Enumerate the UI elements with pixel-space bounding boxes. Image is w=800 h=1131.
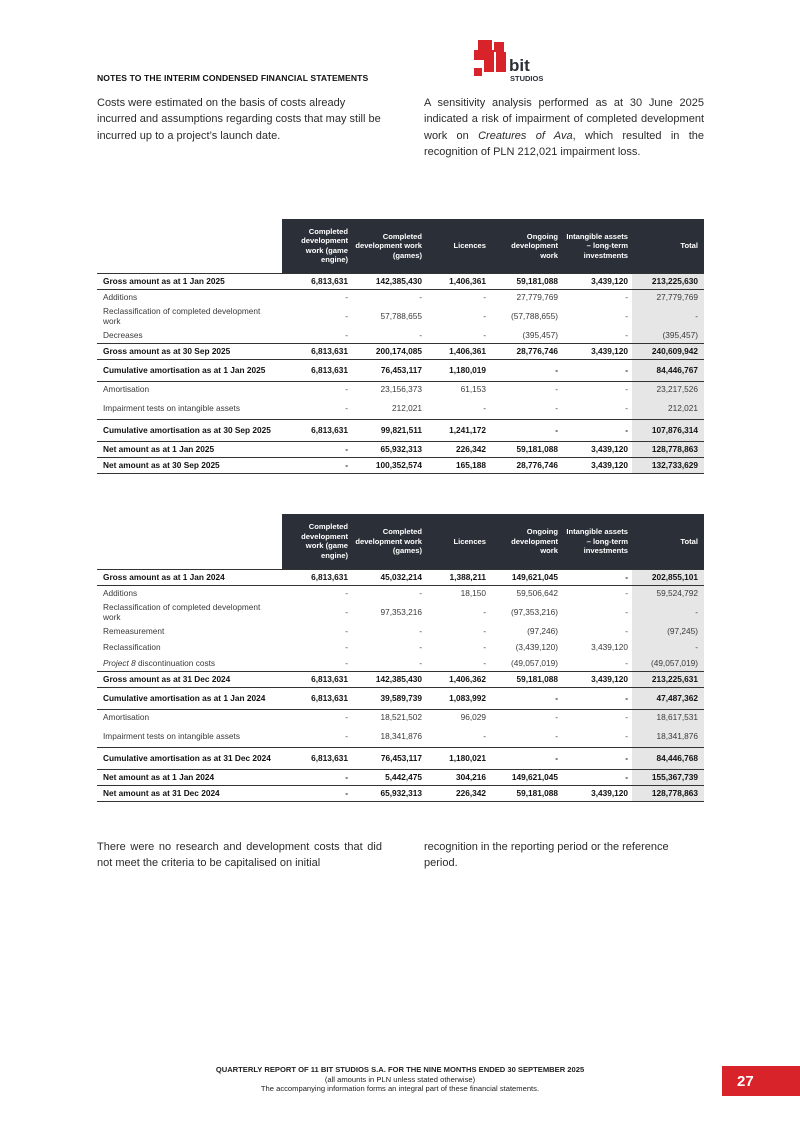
page-number-badge	[722, 1066, 800, 1096]
row-total-cell: 213,225,630	[632, 273, 704, 289]
logo-mark-icon	[474, 40, 554, 84]
row-value-cell: -	[562, 569, 632, 585]
table-row	[97, 381, 704, 397]
row-value-cell: -	[483, 402, 486, 413]
row-value-cell: 6,813,631	[282, 569, 352, 585]
row-total-cell: (97,245)	[632, 623, 704, 639]
row-value-cell: -	[345, 642, 348, 652]
row-value-cell: 59,506,642	[516, 588, 558, 599]
row-value-cell: 6,813,631	[282, 273, 352, 289]
svg-text:STUDIOS: STUDIOS	[510, 74, 544, 83]
row-value-cell: 6,813,631	[282, 671, 352, 687]
svg-text:bit: bit	[509, 56, 530, 75]
row-value-cell: 76,453,117	[352, 359, 426, 381]
row-label: Amortisation	[103, 712, 150, 723]
table-row	[97, 709, 704, 725]
row-value-cell: -	[562, 769, 632, 785]
col-header-games: Completed development work (games)	[352, 219, 426, 273]
table-row	[97, 601, 704, 623]
row-value-cell: -	[345, 311, 348, 321]
row-value-cell: 304,216	[426, 769, 490, 785]
row-value-cell: -	[345, 607, 348, 617]
row-value-cell: -	[345, 384, 348, 395]
row-label: Reclassification of completed development work	[103, 602, 261, 622]
row-total-cell: 18,341,876	[632, 725, 704, 747]
table-row	[97, 623, 704, 639]
row-label: Gross amount as at 1 Jan 2024	[97, 569, 282, 585]
row-value-cell: 18,341,876	[380, 730, 422, 741]
row-total-cell: 107,876,314	[632, 419, 704, 441]
row-value-cell: -	[345, 712, 348, 723]
row-label: Gross amount as at 31 Dec 2024	[97, 671, 282, 687]
row-value-cell: -	[562, 747, 632, 769]
closing-right-paragraph: recognition in the reporting period or the reference period.	[424, 841, 669, 870]
row-value-cell: 61,153	[460, 384, 486, 395]
row-total-cell: 47,487,362	[632, 687, 704, 709]
row-value-cell: 3,439,120	[562, 785, 632, 801]
row-total-cell: 23,217,526	[632, 381, 704, 397]
row-value-cell: (395,457)	[522, 329, 558, 340]
row-value-cell: 6,813,631	[282, 419, 352, 441]
row-label: Impairment tests on intangible assets	[103, 402, 240, 413]
row-value-cell: 3,439,120	[562, 441, 632, 457]
table-row	[97, 289, 704, 305]
row-value-cell: -	[419, 657, 422, 668]
row-value-cell: -	[483, 292, 486, 303]
row-value-cell: 27,779,769	[516, 292, 558, 303]
section-title: NOTES TO THE INTERIM CONDENSED FINANCIAL STATEMENTS	[97, 73, 369, 83]
row-value-cell: 3,439,120	[562, 273, 632, 289]
row-total-cell: (49,057,019)	[632, 655, 704, 671]
row-value-cell: 23,156,373	[380, 384, 422, 395]
row-value-cell: 59,181,088	[490, 671, 562, 687]
row-value-cell: (3,439,120)	[515, 642, 558, 652]
table-row	[97, 359, 704, 381]
row-value-cell: -	[625, 626, 628, 636]
row-label: Net amount as at 1 Jan 2024	[97, 769, 282, 785]
row-value-cell: -	[483, 642, 486, 652]
row-value-cell: -	[419, 588, 422, 599]
row-value-cell: 1,180,021	[426, 747, 490, 769]
table-row	[97, 397, 704, 419]
row-value-cell: 18,521,502	[380, 712, 422, 723]
col-header-total: Total	[632, 219, 704, 273]
col-header-ongoing: Ongoing development work	[490, 219, 562, 273]
row-value-cell: -	[419, 329, 422, 340]
row-value-cell: -	[419, 626, 422, 636]
row-value-cell: 39,589,739	[352, 687, 426, 709]
row-label: Impairment tests on intangible assets	[103, 730, 240, 741]
header-blank	[97, 219, 282, 273]
row-total-cell: 128,778,863	[632, 785, 704, 801]
header-blank	[97, 514, 282, 569]
row-total-cell: 213,225,631	[632, 671, 704, 687]
row-value-cell: -	[555, 712, 558, 723]
row-total-cell: 84,446,768	[632, 747, 704, 769]
row-total-cell: 132,733,629	[632, 457, 704, 473]
row-value-cell: 100,352,574	[352, 457, 426, 473]
row-value-cell: 59,181,088	[490, 441, 562, 457]
row-total-cell: 202,855,101	[632, 569, 704, 585]
row-value-cell: 28,776,746	[490, 343, 562, 359]
row-value-cell: 28,776,746	[490, 457, 562, 473]
row-value-cell: -	[490, 747, 562, 769]
row-value-cell: 18,150	[460, 588, 486, 599]
row-value-cell: 142,385,430	[352, 671, 426, 687]
row-value-cell: 6,813,631	[282, 359, 352, 381]
row-value-cell: 212,021	[392, 402, 422, 413]
row-value-cell: -	[483, 657, 486, 668]
row-label: Additions	[103, 292, 138, 303]
footer-report-title: QUARTERLY REPORT OF 11 BIT STUDIOS S.A. FOR THE NINE MONTHS ENDED 30 SEPTEMBER 2025	[215, 1065, 585, 1074]
row-value-cell: 1,083,992	[426, 687, 490, 709]
row-value-cell: -	[282, 785, 352, 801]
row-value-cell: -	[625, 292, 628, 303]
intangible-assets-table-2024	[97, 514, 704, 802]
row-value-cell: -	[483, 607, 486, 617]
row-value-cell: 6,813,631	[282, 343, 352, 359]
row-value-cell: 57,788,655	[380, 311, 422, 321]
col-header-total: Total	[632, 514, 704, 569]
table-row	[97, 785, 704, 801]
table-row	[97, 327, 704, 343]
row-value-cell: (97,353,216)	[510, 607, 558, 617]
row-value-cell: 1,406,361	[426, 343, 490, 359]
row-value-cell: -	[345, 402, 348, 413]
row-label: Net amount as at 30 Sep 2025	[97, 457, 282, 473]
col-header-ongoing: Ongoing development work	[490, 514, 562, 569]
row-value-cell: -	[625, 607, 628, 617]
row-value-cell: -	[483, 311, 486, 321]
row-value-cell: 226,342	[426, 441, 490, 457]
row-value-cell: -	[490, 419, 562, 441]
row-label: Decreases	[103, 329, 143, 340]
row-value-cell: (57,788,655)	[510, 311, 558, 321]
row-label: Remeasurement	[103, 626, 165, 636]
row-value-cell: 99,821,511	[352, 419, 426, 441]
col-header-game-engine: Completed development work (game engine)	[282, 219, 352, 273]
intro-right-paragraph: A sensitivity analysis performed as at 30 June 2025 indicated a risk of impairment of completed development work on Creatures of Ava, which resulted in the recognition of PLN 212,021 impairment loss.	[424, 97, 705, 158]
col-header-long-term: Intangible assets – long-term investments	[562, 219, 632, 273]
row-value-cell: 1,406,362	[426, 671, 490, 687]
row-label: Reclassification of completed development work	[103, 306, 261, 326]
row-total-cell: -	[632, 601, 704, 623]
row-value-cell: 65,932,313	[352, 785, 426, 801]
row-value-cell: 97,353,216	[380, 607, 422, 617]
row-label: Net amount as at 1 Jan 2025	[97, 441, 282, 457]
row-label: Cumulative amortisation as at 30 Sep 2025	[97, 419, 282, 441]
footer-currency-note: (all amounts in PLN unless stated otherwise)	[324, 1074, 476, 1084]
row-value-cell: -	[345, 626, 348, 636]
table-row	[97, 305, 704, 327]
table-row	[97, 725, 704, 747]
row-value-cell: 59,181,088	[490, 273, 562, 289]
row-value-cell: -	[282, 441, 352, 457]
row-value-cell: -	[562, 359, 632, 381]
row-total-cell: -	[632, 305, 704, 327]
table-row	[97, 457, 704, 473]
row-value-cell: 59,181,088	[490, 785, 562, 801]
row-value-cell: -	[483, 626, 486, 636]
table-row	[97, 655, 704, 671]
row-value-cell: -	[625, 311, 628, 321]
row-value-cell: -	[625, 730, 628, 741]
page-footer	[200, 1065, 600, 1094]
row-total-cell: 128,778,863	[632, 441, 704, 457]
row-value-cell: 45,032,214	[352, 569, 426, 585]
table-row	[97, 769, 704, 785]
row-total-cell: (395,457)	[632, 327, 704, 343]
table-row	[97, 585, 704, 601]
row-value-cell: -	[555, 402, 558, 413]
row-value-cell: -	[282, 457, 352, 473]
row-value-cell: -	[490, 687, 562, 709]
row-value-cell: -	[562, 419, 632, 441]
row-value-cell: -	[555, 730, 558, 741]
page-number: 27	[737, 1072, 754, 1090]
row-value-cell: 149,621,045	[490, 769, 562, 785]
row-value-cell: 76,453,117	[352, 747, 426, 769]
row-value-cell: -	[483, 329, 486, 340]
row-value-cell: -	[483, 730, 486, 741]
row-value-cell: -	[625, 402, 628, 413]
row-label: Reclassification	[103, 642, 161, 652]
table-row	[97, 343, 704, 359]
row-value-cell: -	[345, 657, 348, 668]
row-total-cell: 27,779,769	[632, 289, 704, 305]
table-row	[97, 639, 704, 655]
row-label: Additions	[103, 588, 138, 599]
row-total-cell: -	[632, 639, 704, 655]
col-header-long-term: Intangible assets – long-term investments	[562, 514, 632, 569]
row-value-cell: -	[419, 642, 422, 652]
intro-left-paragraph: Costs were estimated on the basis of costs already incurred and assumptions regarding costs that may still be incurred up to a project’s launch date.	[97, 97, 381, 142]
col-header-licences: Licences	[426, 514, 490, 569]
row-value-cell: 1,406,361	[426, 273, 490, 289]
row-value-cell: 96,029	[460, 712, 486, 723]
row-value-cell: 1,241,172	[426, 419, 490, 441]
row-label: Net amount as at 31 Dec 2024	[97, 785, 282, 801]
row-value-cell: 3,439,120	[562, 671, 632, 687]
closing-left-paragraph: There were no research and development costs that did not meet the criteria to be capitalised on initial	[97, 841, 382, 870]
row-total-cell: 18,617,531	[632, 709, 704, 725]
row-value-cell: 1,388,211	[426, 569, 490, 585]
table-row	[97, 569, 704, 585]
row-label: Cumulative amortisation as at 31 Dec 2024	[97, 747, 282, 769]
row-value-cell: 3,439,120	[562, 343, 632, 359]
table-row	[97, 441, 704, 457]
row-value-cell: -	[345, 730, 348, 741]
row-value-cell: -	[419, 292, 422, 303]
row-value-cell: (49,057,019)	[510, 657, 558, 668]
row-value-cell: -	[625, 588, 628, 599]
row-value-cell: 142,385,430	[352, 273, 426, 289]
table-row	[97, 273, 704, 289]
row-value-cell: -	[625, 657, 628, 668]
row-value-cell: 1,180,019	[426, 359, 490, 381]
row-label: Gross amount as at 30 Sep 2025	[97, 343, 282, 359]
row-value-cell: 6,813,631	[282, 687, 352, 709]
row-label: Project 8 discontinuation costs	[103, 657, 216, 668]
col-header-game-engine: Completed development work (game engine)	[282, 514, 352, 569]
row-value-cell: 5,442,475	[352, 769, 426, 785]
row-label: Gross amount as at 1 Jan 2025	[97, 273, 282, 289]
row-value-cell: 3,439,120	[591, 642, 628, 652]
row-value-cell: (97,246)	[527, 626, 558, 636]
table-row	[97, 687, 704, 709]
row-label: Cumulative amortisation as at 1 Jan 2025	[97, 359, 282, 381]
row-value-cell: 165,188	[426, 457, 490, 473]
row-value-cell: -	[625, 384, 628, 395]
row-value-cell: 226,342	[426, 785, 490, 801]
row-value-cell: 3,439,120	[562, 457, 632, 473]
row-total-cell: 84,446,767	[632, 359, 704, 381]
row-label: Cumulative amortisation as at 1 Jan 2024	[97, 687, 282, 709]
company-logo	[474, 40, 554, 84]
row-total-cell: 59,524,792	[632, 585, 704, 601]
row-value-cell: -	[345, 588, 348, 599]
row-label: Amortisation	[103, 384, 150, 395]
table-row	[97, 671, 704, 687]
row-value-cell: -	[562, 687, 632, 709]
row-value-cell: 6,813,631	[282, 747, 352, 769]
row-value-cell: -	[345, 329, 348, 340]
row-value-cell: 200,174,085	[352, 343, 426, 359]
row-value-cell: -	[555, 384, 558, 395]
row-value-cell: -	[282, 769, 352, 785]
intangible-assets-table-2025	[97, 219, 704, 474]
row-value-cell: 65,932,313	[352, 441, 426, 457]
row-value-cell: -	[345, 292, 348, 303]
table-row	[97, 747, 704, 769]
col-header-licences: Licences	[426, 219, 490, 273]
row-value-cell: -	[490, 359, 562, 381]
row-total-cell: 240,609,942	[632, 343, 704, 359]
footer-integral-note: The accompanying information forms an integral part of these financial statements.	[260, 1084, 540, 1093]
table-row	[97, 419, 704, 441]
row-value-cell: -	[625, 329, 628, 340]
row-value-cell: 149,621,045	[490, 569, 562, 585]
row-value-cell: -	[625, 712, 628, 723]
col-header-games: Completed development work (games)	[352, 514, 426, 569]
row-total-cell: 212,021	[632, 397, 704, 419]
row-total-cell: 155,367,739	[632, 769, 704, 785]
